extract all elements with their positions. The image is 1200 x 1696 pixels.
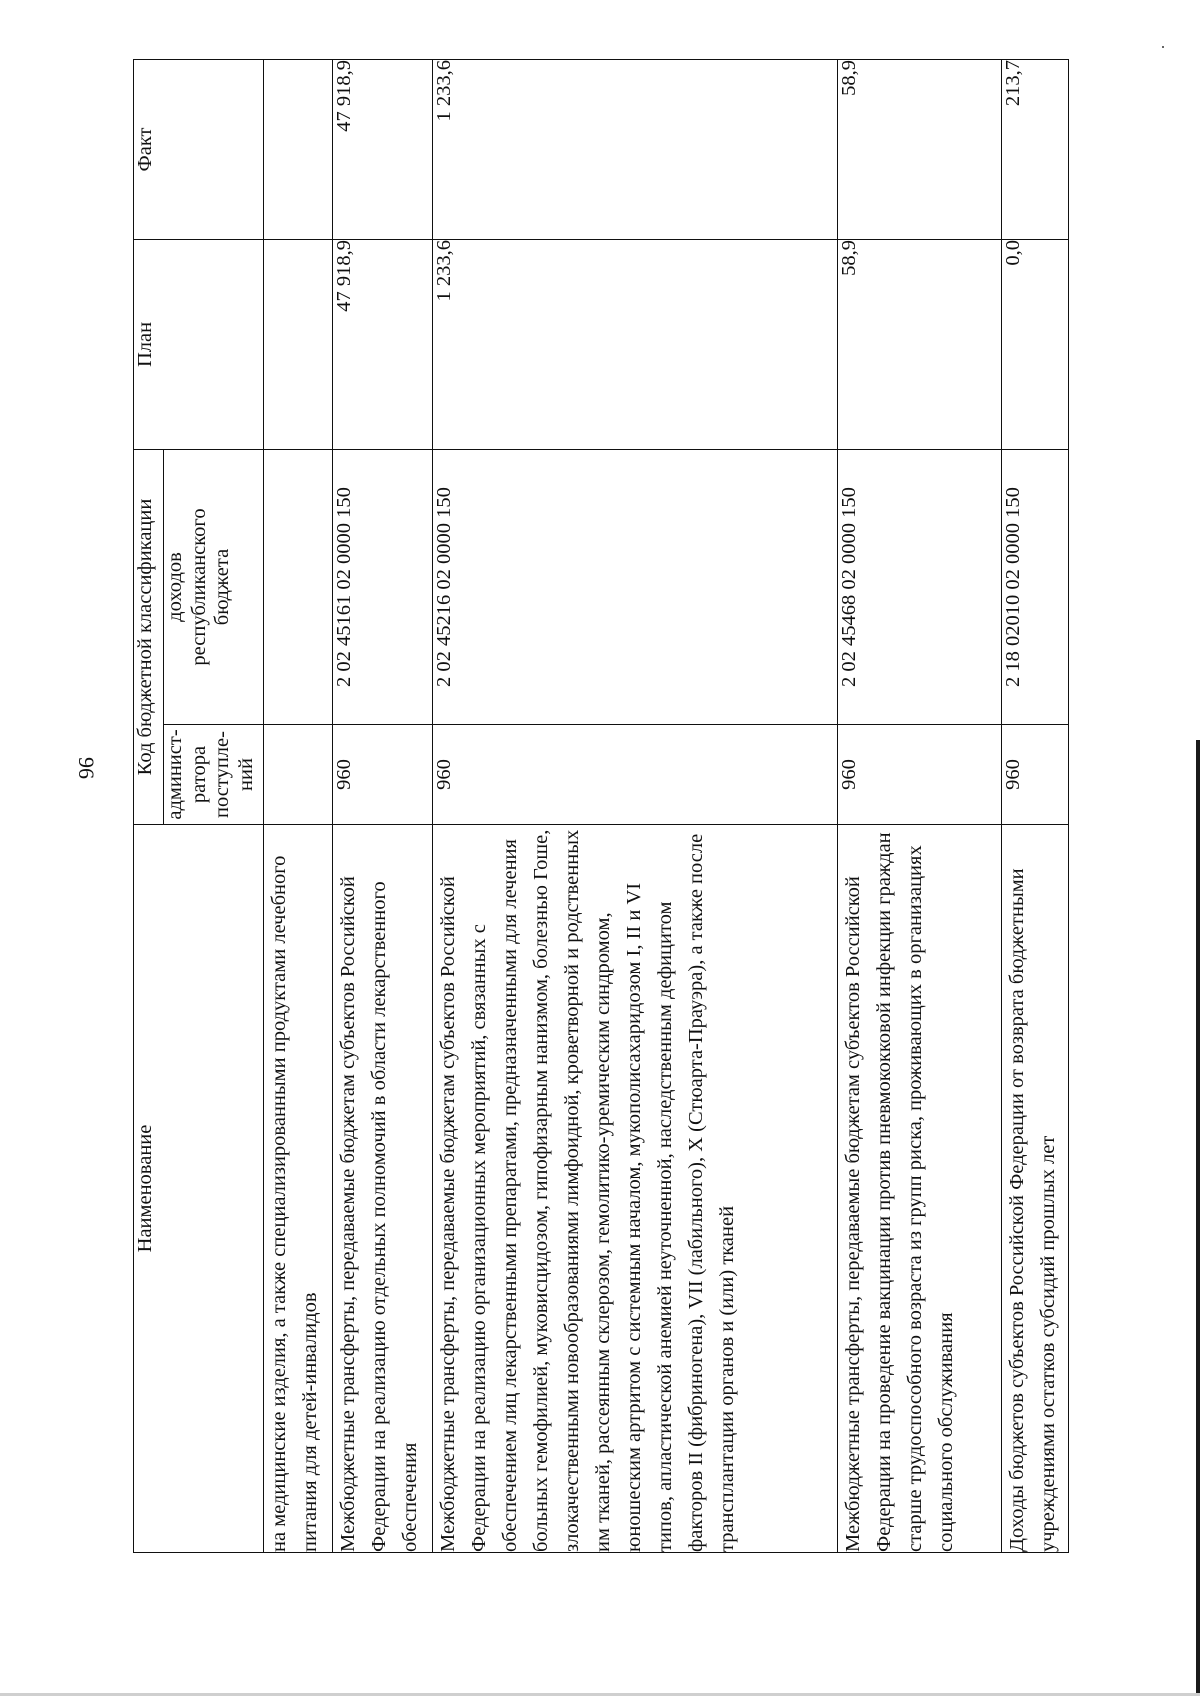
row-plan xyxy=(264,239,333,449)
row-income-code xyxy=(264,449,333,724)
scan-edge-mark xyxy=(1196,740,1200,1696)
page-number: 96 xyxy=(74,757,99,779)
row-income-code: 2 02 45468 02 0000 150 xyxy=(837,449,1001,724)
row-name: Межбюджетные трансферты, передаваемые бюджетам субъектов Российской Федерации на реализацию организационных мероприятий, связанных с обеспечением лиц лекарственными препаратами, предназначенными для лечения больных гемофилией, муковисцидозом, гипофизарным нанизмом, болезнью Гоше, злокачественными новообразованиями лимфоидной, кроветворной и родственных им тканей, рассеянным склерозом, гемолитико-уремическим синдромом, юношеским артритом с системным началом, мукополисахаридозом I, II и VI типов, апластической анемией неуточненной, наследственным дефицитом факторов II (фибриногена), VII (лабильного), X (Стюарта-Прауэра), а также после трансплантации органов и (или) тканей xyxy=(433,825,838,1553)
scan-speck xyxy=(1162,46,1164,48)
row-fact: 47 918,9 xyxy=(333,59,433,239)
row-plan: 58,9 xyxy=(837,239,1001,449)
row-name: Межбюджетные трансферты, передаваемые бюджетам субъектов Российской Федерации на проведение вакцинации против пневмококковой инфекции граждан старше трудоспособного возраста из групп риска, проживающих в организациях социального обслуживания xyxy=(837,825,1001,1553)
row-name: на медицинские изделия, а также специализированными продуктами лечебного питания для детей-инвалидов xyxy=(264,825,333,1553)
row-fact: 58,9 xyxy=(837,59,1001,239)
row-plan: 1 233,6 xyxy=(433,239,838,449)
row-administrator xyxy=(264,725,333,825)
table-row xyxy=(264,59,333,1552)
header-administrator: админист- ратора поступле- ний xyxy=(164,725,264,825)
rotated-page-content xyxy=(133,60,1069,1553)
row-income-code: 2 18 02010 02 0000 150 xyxy=(1001,449,1068,724)
budget-income-table xyxy=(133,59,1069,1553)
row-name: Межбюджетные трансферты, передаваемые бюджетам субъектов Российской Федерации на реализацию отдельных полномочий в области лекарственного обеспечения xyxy=(333,825,433,1553)
row-plan: 0,0 xyxy=(1001,239,1068,449)
table-row xyxy=(837,59,1001,1552)
row-administrator: 960 xyxy=(837,725,1001,825)
row-fact xyxy=(264,59,333,239)
row-administrator: 960 xyxy=(333,725,433,825)
header-fact: Факт xyxy=(134,59,264,239)
row-income-code: 2 02 45161 02 0000 150 xyxy=(333,449,433,724)
row-administrator: 960 xyxy=(433,725,838,825)
row-plan: 47 918,9 xyxy=(333,239,433,449)
header-plan: План xyxy=(134,239,264,449)
header-income-code: доходов республиканского бюджета xyxy=(164,449,264,724)
row-fact: 213,7 xyxy=(1001,59,1068,239)
table-row xyxy=(1001,59,1068,1552)
row-name: Доходы бюджетов субъектов Российской Федерации от возврата бюджетными учреждениями остатков субсидий прошлых лет xyxy=(1001,825,1068,1553)
header-name: Наименование xyxy=(134,825,264,1553)
row-income-code: 2 02 45216 02 0000 150 xyxy=(433,449,838,724)
table-row xyxy=(333,59,433,1552)
row-fact: 1 233,6 xyxy=(433,59,838,239)
row-administrator: 960 xyxy=(1001,725,1068,825)
header-budget-code-group: Код бюджетной классификации xyxy=(134,449,164,824)
table-row xyxy=(433,59,838,1552)
